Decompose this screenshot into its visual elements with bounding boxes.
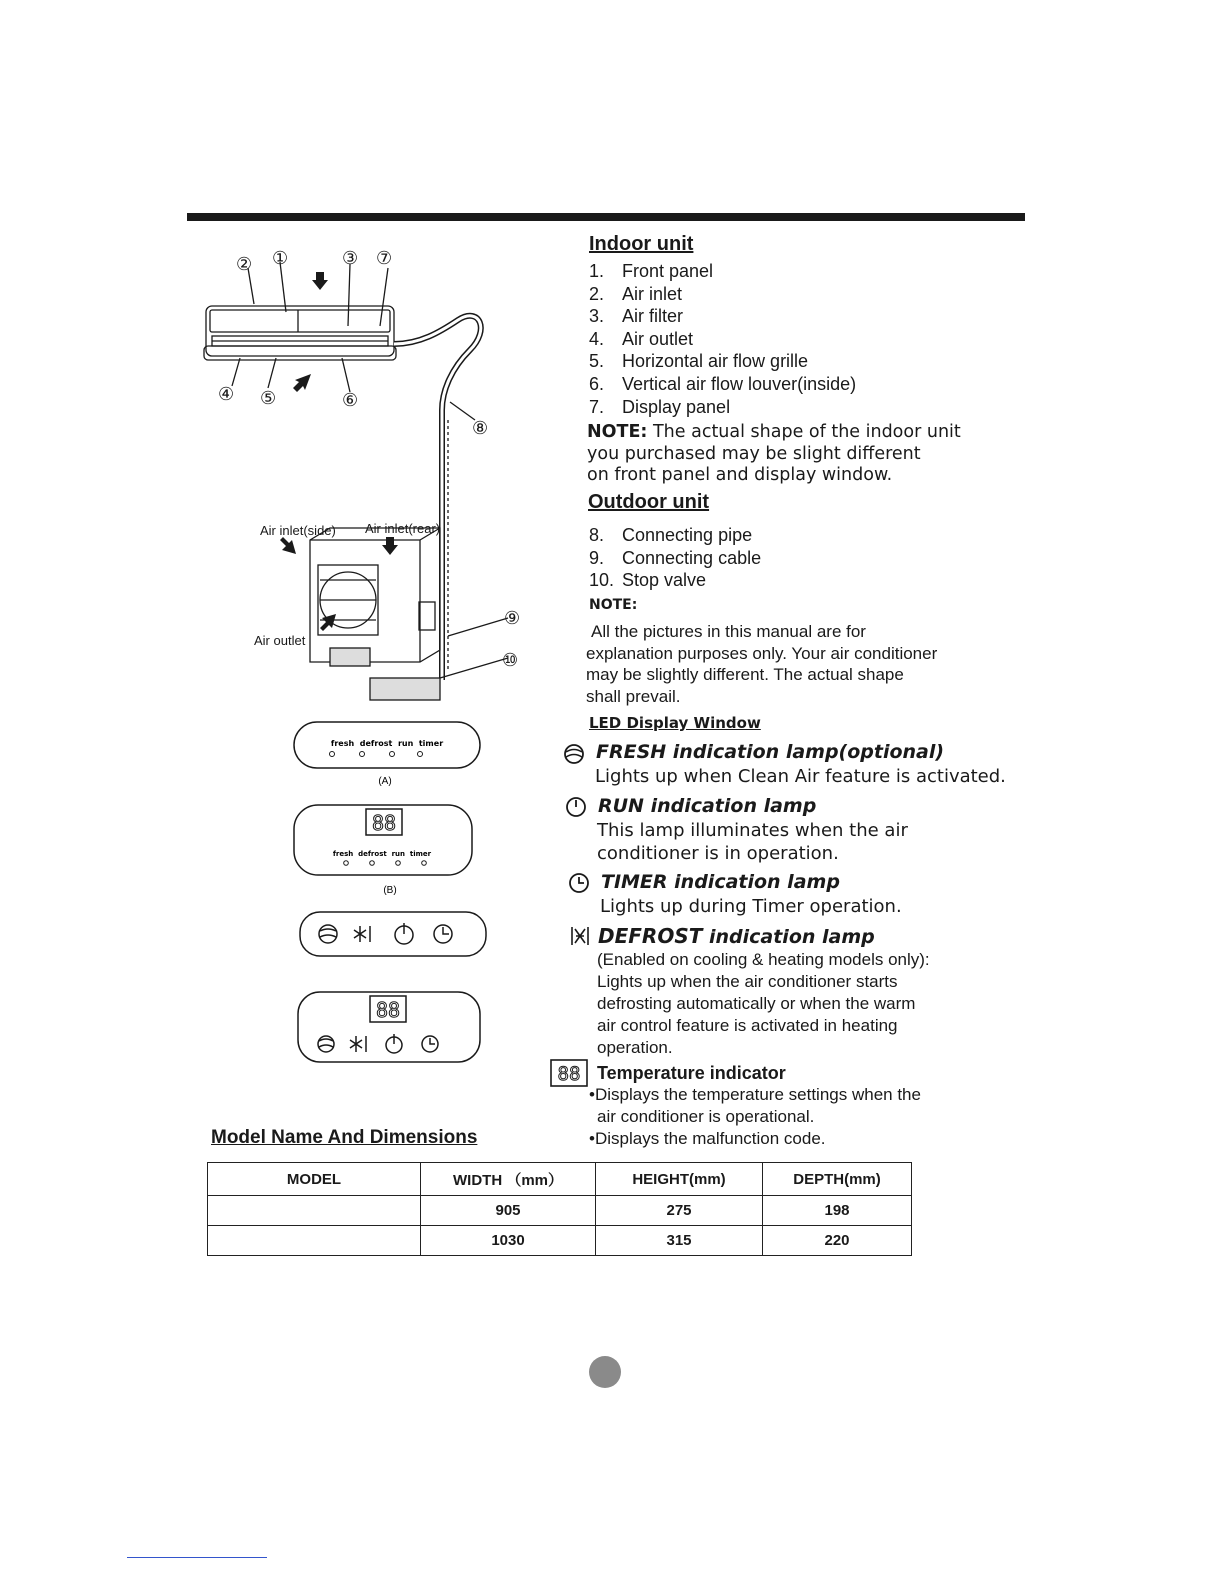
- callout-7: ⑦: [376, 248, 393, 269]
- callout-6: ⑥: [342, 390, 359, 411]
- temperature-heading: Temperature indicator: [597, 1063, 786, 1083]
- list-item: 1. Front panel: [589, 261, 714, 281]
- callout-5: ⑤: [260, 388, 277, 409]
- list-item: 4. Air outlet: [589, 328, 694, 349]
- caption-a: (A): [378, 776, 392, 787]
- fresh-heading: FRESH indication lamp(optional): [596, 741, 945, 763]
- page-number-dot: [589, 1356, 621, 1388]
- list-item: 2. Air inlet: [589, 283, 683, 304]
- svg-text:88: 88: [557, 1063, 581, 1085]
- list-item: 7. Display panel: [589, 396, 731, 417]
- indoor-list: [589, 260, 1009, 418]
- label-air-inlet-rear: Air inlet(rear): [365, 521, 441, 536]
- col-depth: DEPTH(mm): [763, 1163, 912, 1196]
- run-heading: RUN indication lamp: [598, 795, 817, 817]
- callout-10: ⑩: [502, 650, 519, 671]
- header-rule: [187, 213, 1025, 221]
- footer-line: [127, 1557, 267, 1558]
- callout-8: ⑧: [472, 418, 489, 439]
- temperature-display-icon: [550, 1059, 588, 1087]
- list-item: 10. Stop valve: [589, 570, 707, 591]
- svg-text:88: 88: [375, 998, 401, 1022]
- col-model: MODEL: [208, 1163, 421, 1196]
- label-air-inlet-side: Air inlet(side): [260, 523, 336, 538]
- display-panel-b: [292, 803, 476, 897]
- temperature-text: •Displays the temperature settings when the air conditioner is operational. •Displays the malfunction code.: [589, 1085, 921, 1148]
- callout-4: ④: [218, 384, 235, 405]
- list-item: 5. Horizontal air flow grille: [589, 351, 809, 372]
- defrost-text: (Enabled on cooling & heating models only): Lights up when the air conditioner starts defrosting automatically or when the warm air control feature is activated in heating operation.: [597, 950, 930, 1057]
- label-air-outlet: Air outlet: [254, 633, 306, 648]
- table-row: 1030 315 220: [208, 1226, 912, 1256]
- timer-text: Lights up during Timer operation.: [600, 896, 902, 917]
- table-row: 905 275 198: [208, 1196, 912, 1226]
- fresh-icon: [562, 742, 586, 766]
- col-width: WIDTH （mm）: [421, 1163, 596, 1196]
- table-header-row: [208, 1163, 912, 1196]
- callout-3: ③: [342, 248, 359, 269]
- unit-diagram: [190, 240, 535, 710]
- col-height: HEIGHT(mm): [596, 1163, 763, 1196]
- defrost-heading: DEFROST indication lamp: [598, 924, 875, 948]
- list-item: 6. Vertical air flow louver(inside): [589, 373, 857, 394]
- svg-text:fresh defrost run timer: fresh defrost run timer: [330, 739, 444, 748]
- indoor-note: NOTE: The actual shape of the indoor unit you purchased may be slight different on front panel and display window.: [587, 422, 961, 485]
- outdoor-title: Outdoor unit: [588, 491, 710, 513]
- outdoor-note: All the pictures in this manual are for explanation purposes only. Your air conditioner may be slightly different. The actual shape shall prevail.: [586, 622, 938, 706]
- callout-2: ②: [236, 254, 253, 275]
- svg-text:fresh defrost run timer: fresh defrost run timer: [332, 850, 432, 858]
- list-item: 9. Connecting cable: [589, 547, 762, 568]
- run-text: This lamp illuminates when the air conditioner is in operation.: [597, 820, 908, 864]
- list-item: 8. Connecting pipe: [589, 525, 753, 545]
- model-title: Model Name And Dimensions: [211, 1127, 478, 1148]
- list-item: 3. Air filter: [589, 306, 684, 327]
- display-panel-d: [296, 990, 484, 1066]
- caption-b: (B): [383, 885, 397, 896]
- callout-1: ①: [272, 248, 289, 269]
- display-panel-c: [298, 910, 488, 960]
- clock-icon: [567, 871, 591, 895]
- timer-heading: TIMER indication lamp: [601, 871, 840, 893]
- snowflake-icon: [567, 924, 593, 948]
- callout-9: ⑨: [504, 608, 521, 629]
- dimensions-table: [207, 1162, 912, 1256]
- indoor-title: Indoor unit: [589, 233, 694, 255]
- outdoor-note-label: NOTE:: [589, 597, 638, 613]
- fresh-text: Lights up when Clean Air feature is activated.: [595, 766, 1006, 787]
- outdoor-list: [589, 524, 1009, 592]
- display-panel-a: [292, 720, 484, 790]
- power-icon: [564, 795, 588, 819]
- led-title: LED Display Window: [589, 714, 761, 732]
- svg-text:88: 88: [371, 811, 397, 835]
